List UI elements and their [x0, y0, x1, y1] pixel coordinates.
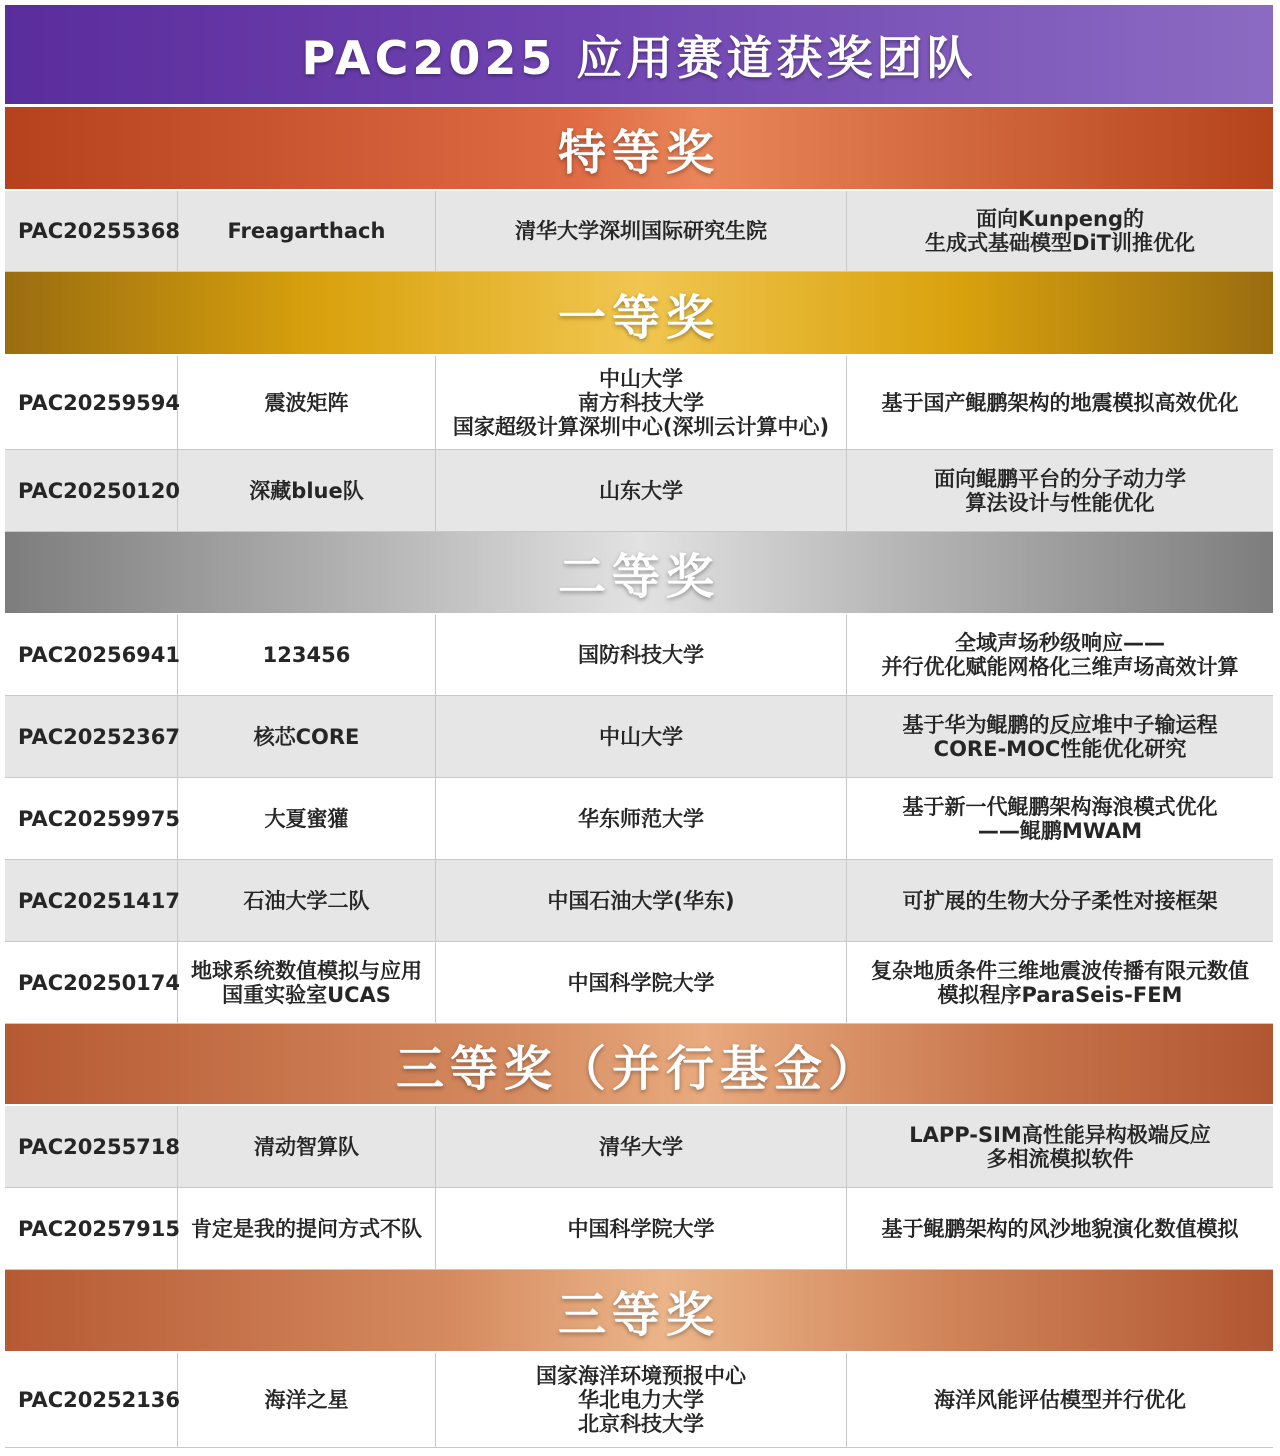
project-title: 海洋风能评估模型并行优化 — [934, 1388, 1186, 1412]
team-name: 核芯CORE — [178, 696, 436, 777]
team-id: PAC20255718 — [5, 1106, 178, 1187]
team-organization: 华东师范大学 — [436, 778, 847, 859]
team-organization: 中国石油大学(华东) — [436, 860, 847, 941]
team-organization: 中山大学 — [436, 696, 847, 777]
table-row — [5, 450, 1273, 532]
project-title: 全域声场秒级响应—— 并行优化赋能网格化三维声场高效计算 — [881, 631, 1239, 679]
team-name: Freagarthach — [178, 191, 436, 271]
table-row — [5, 1353, 1273, 1448]
team-id: PAC20250120 — [5, 450, 178, 531]
table-row — [5, 191, 1273, 272]
table-row — [5, 778, 1273, 860]
team-organization: 国防科技大学 — [436, 615, 847, 695]
table-row — [5, 696, 1273, 778]
project-title: 基于国产鲲鹏架构的地震模拟高效优化 — [881, 390, 1239, 415]
team-name: 石油大学二队 — [178, 860, 436, 941]
team-id: PAC20259975 — [5, 778, 178, 859]
team-name: 海洋之星 — [178, 1353, 436, 1447]
section-title-third-fund: 三等奖（并行基金） — [395, 1040, 882, 1097]
team-id: PAC20250174 — [5, 942, 178, 1023]
team-organization: 清华大学 — [436, 1106, 847, 1187]
project-title: 面向Kunpeng的 生成式基础模型DiT训推优化 — [925, 207, 1195, 255]
section-banner-third-fund — [5, 1024, 1273, 1106]
team-id: PAC20251417 — [5, 860, 178, 941]
section-title-second: 二等奖 — [557, 549, 720, 605]
team-id: PAC20259594 — [5, 356, 178, 449]
team-name: 地球系统数值模拟与应用 国重实验室UCAS — [178, 942, 436, 1023]
team-name: 清动智算队 — [178, 1106, 436, 1187]
team-name: 123456 — [178, 615, 436, 695]
project-title: 可扩展的生物大分子柔性对接框架 — [902, 888, 1218, 913]
section-banner-first — [5, 272, 1273, 356]
project-title: 基于新一代鲲鹏架构海浪模式优化 ——鲲鹏MWAM — [902, 794, 1218, 843]
section-banner-second — [5, 532, 1273, 615]
team-id: PAC20257915 — [5, 1188, 178, 1269]
project-title: 复杂地质条件三维地震波传播有限元数值 模拟程序ParaSeis-FEM — [871, 958, 1249, 1007]
table-row — [5, 942, 1273, 1024]
team-name: 深藏blue队 — [178, 450, 436, 531]
team-id: PAC20252136 — [5, 1353, 178, 1447]
team-organization: 国家海洋环境预报中心 华北电力大学 北京科技大学 — [436, 1353, 847, 1447]
section-banner-third — [5, 1270, 1273, 1353]
table-row — [5, 860, 1273, 942]
team-organization: 中国科学院大学 — [436, 942, 847, 1023]
project-title: 基于鲲鹏架构的风沙地貌演化数值模拟 — [881, 1216, 1239, 1241]
team-id: PAC20252367 — [5, 696, 178, 777]
page-title: PAC2025 应用赛道获奖团队 — [301, 30, 977, 85]
team-id: PAC20256941 — [5, 615, 178, 695]
team-name: 肯定是我的提问方式不队 — [178, 1188, 436, 1269]
team-name: 大夏蜜獾 — [178, 778, 436, 859]
section-title-third: 三等奖 — [557, 1287, 720, 1343]
team-organization: 中国科学院大学 — [436, 1188, 847, 1269]
table-row — [5, 615, 1273, 696]
project-title: LAPP-SIM高性能异构极端反应 多相流模拟软件 — [909, 1122, 1211, 1171]
section-banner-special — [5, 107, 1273, 191]
team-name: 震波矩阵 — [178, 356, 436, 449]
page-title-banner — [5, 5, 1273, 106]
team-id: PAC20255368 — [5, 191, 178, 271]
project-title: 基于华为鲲鹏的反应堆中子输运程 CORE-MOC性能优化研究 — [902, 712, 1218, 761]
team-organization: 清华大学深圳国际研究生院 — [436, 191, 847, 271]
team-organization: 中山大学 南方科技大学 国家超级计算深圳中心(深圳云计算中心) — [436, 356, 847, 449]
table-row — [5, 1188, 1273, 1270]
section-title-special: 特等奖 — [557, 124, 720, 181]
section-title-first: 一等奖 — [557, 289, 720, 346]
table-row — [5, 1106, 1273, 1188]
team-organization: 山东大学 — [436, 450, 847, 531]
project-title: 面向鲲鹏平台的分子动力学 算法设计与性能优化 — [934, 466, 1186, 515]
table-row — [5, 356, 1273, 450]
